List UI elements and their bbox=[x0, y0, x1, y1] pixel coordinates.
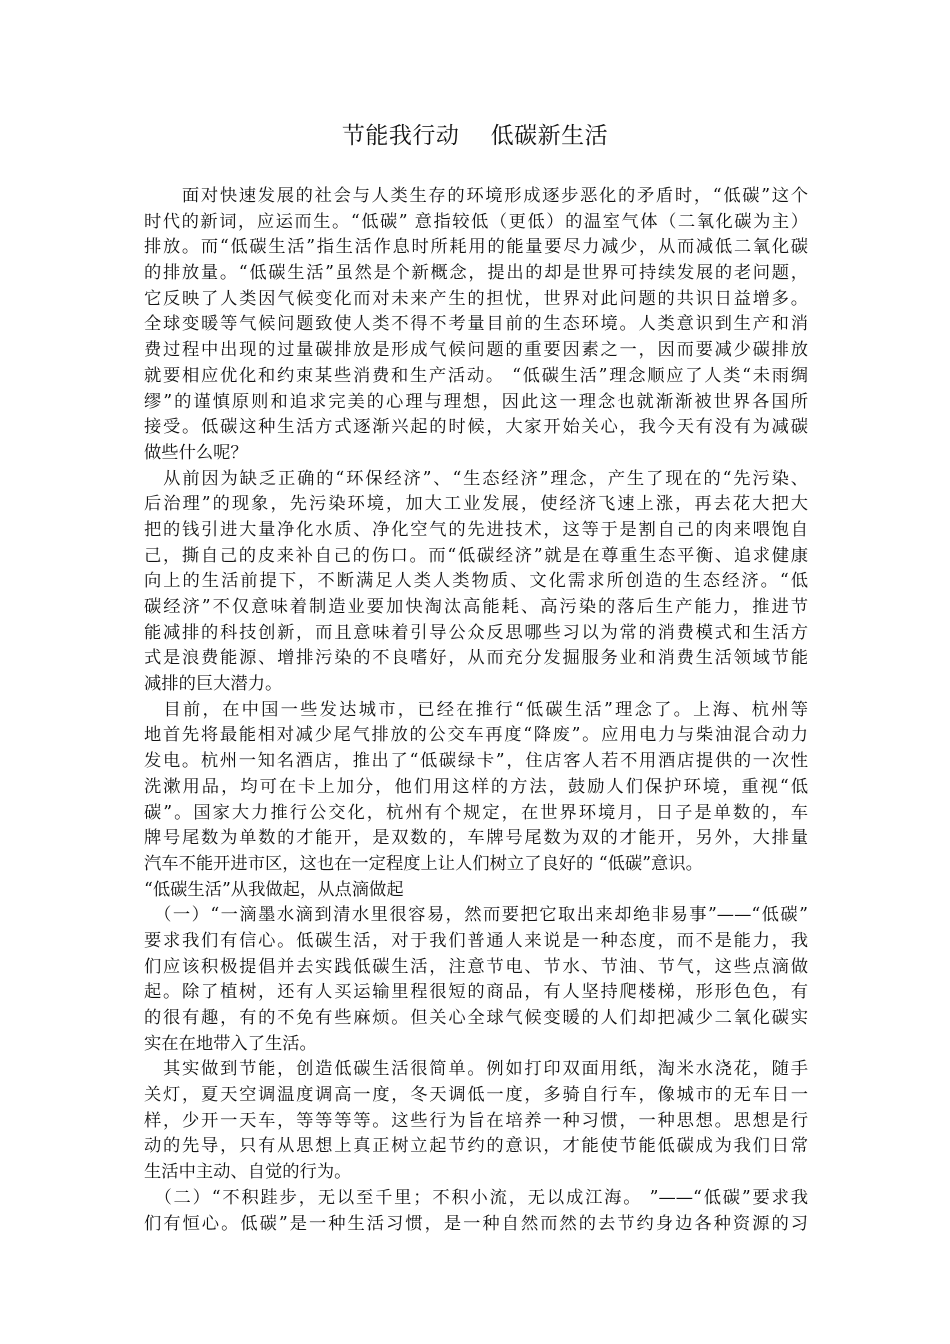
text-line: 碳经济”不仅意味着制造业要加快淘汰高能耗、高污染的落后生产能力，推进节 bbox=[144, 597, 808, 617]
text-line: 目前，在中国一些发达城市，已经在推行“低碳生活”理念了。上海、杭州等 bbox=[144, 699, 808, 720]
text-line: 后治理”的现象，先污染环境，加大工业发展，使经济飞速上涨，再去花大把大 bbox=[144, 494, 808, 515]
text-line: 它反映了人类因气候变化而对未来产生的担忧，世界对此问题的共识日益增多。 bbox=[144, 288, 808, 309]
text-line: 的很有趣，有的不免有些麻烦。但关心全球气候变暖的人们却把减少二氧化碳实 bbox=[144, 1008, 808, 1028]
text-line: （二）“不积跬步，无以至千里；不积小流，无以成江海。 ”——“低碳”要求我 bbox=[144, 1187, 808, 1208]
text-line: 式是浪费能源、增排污染的不良嗜好，从而充分发掘服务业和消费生活领域节能 bbox=[144, 648, 808, 669]
text-line: 地首先将最能相对减少尾气排放的公交车再度“降废”。应用电力与柴油混合动力 bbox=[144, 725, 808, 746]
text-line: 做些什么呢？ bbox=[144, 442, 248, 463]
text-line: 时代的新词，应运而生。“低碳” 意指较低（更低）的温室气体（二氧化碳为主） bbox=[144, 211, 808, 232]
text-line: 汽车不能开进市区，这也在一定程度上让人们树立了良好的 “低碳”意识。 bbox=[144, 853, 703, 874]
text-line: 要求我们有信心。低碳生活，对于我们普通人来说是一种态度，而不是能力，我 bbox=[144, 930, 808, 951]
text-line: 己，撕自己的皮来补自己的伤口。而“低碳经济”就是在尊重生态平衡、追求健康 bbox=[144, 545, 808, 566]
text-line: 们应该积极提倡并去实践低碳生活，注意节电、节水、节油、节气，这些点滴做 bbox=[144, 956, 808, 977]
text-line: 就要相应优化和约束某些消费和生产活动。 “低碳生活”理念顺应了人类“未雨绸 bbox=[144, 365, 808, 386]
text-line: 洗漱用品，均可在卡上加分，他们用这样的方法，鼓励人们保护环境，重视“低 bbox=[144, 776, 808, 797]
text-line: 起。除了植树，还有人买运输里程很短的商品，有人坚持爬楼梯，形形色色，有 bbox=[144, 982, 808, 1003]
text-line: 实在在地带入了生活。 bbox=[144, 1033, 317, 1054]
text-line: 能减排的科技创新，而且意味着引导公众反思哪些习以为常的消费模式和生活方 bbox=[144, 622, 808, 643]
text-line: 的排放量。“低碳生活”虽然是个新概念，提出的却是世界可持续发展的老问题， bbox=[144, 263, 808, 284]
text-line: 全球变暖等气候问题致使人类不得不考量目前的生态环境。人类意识到生产和消 bbox=[144, 314, 808, 335]
text-line: 费过程中出现的过量碳排放是形成气候问题的重要因素之一，因而要减少碳排放 bbox=[144, 340, 808, 361]
text-line: 动的先导，只有从思想上真正树立起节约的意识，才能使节能低碳成为我们日常 bbox=[144, 1136, 808, 1157]
text-line: 关灯，夏天空调温度调高一度，冬天调低一度，多骑自行车，像城市的无车日一 bbox=[144, 1085, 808, 1106]
text-line: 把的钱引进大量净化水质、净化空气的先进技术，这等于是割自己的肉来喂饱自 bbox=[144, 519, 808, 540]
text-line: 减排的巨大潜力。 bbox=[144, 674, 283, 695]
text-line: “低碳生活”从我做起，从点滴做起 bbox=[144, 879, 404, 900]
document-body bbox=[144, 184, 808, 1237]
text-line: 面对快速发展的社会与人类生存的环境形成逐步恶化的矛盾时，“低碳”这个 bbox=[144, 186, 808, 206]
text-line: 碳”。国家大力推行公交化，杭州有个规定，在世界环境月，日子是单数的，车 bbox=[144, 802, 808, 823]
text-line: 向上的生活前提下，不断满足人类人类物质、文化需求所创造的生态经济。“低 bbox=[144, 571, 808, 592]
text-line: （一）“一滴墨水滴到清水里很容易，然而要把它取出来却绝非易事”——“低碳” bbox=[144, 905, 808, 926]
text-line: 接受。低碳这种生活方式逐渐兴起的时候，大家开始关心，我今天有没有为减碳 bbox=[144, 417, 808, 438]
text-line: 们有恒心。低碳”是一种生活习惯，是一种自然而然的去节约身边各种资源的习 bbox=[144, 1213, 808, 1234]
text-line: 缪”的谨慎原则和追求完美的心理与理想，因此这一理念也就渐渐被世界各国所 bbox=[144, 391, 808, 412]
text-line: 排放。而“低碳生活”指生活作息时所耗用的能量要尽力减少，从而减低二氧化碳 bbox=[144, 237, 808, 258]
text-line: 从前因为缺乏正确的“环保经济”、“生态经济”理念，产生了现在的“先污染、 bbox=[144, 468, 808, 489]
text-line: 牌号尾数为单数的才能开，是双数的，车牌号尾数为双的才能开，另外，大排量 bbox=[144, 828, 808, 849]
text-line: 其实做到节能，创造低碳生活很简单。例如打印双面用纸，淘米水浇花，随手 bbox=[144, 1059, 808, 1080]
document-title: 节能我行动 低碳新生活 bbox=[341, 123, 609, 149]
text-line: 发电。杭州一知名酒店，推出了“低碳绿卡”，住店客人若不用酒店提供的一次性 bbox=[144, 751, 808, 772]
text-line: 样，少开一天车，等等等等。这些行为旨在培养一种习惯，一种思想。思想是行 bbox=[144, 1110, 808, 1131]
text-line: 生活中主动、自觉的行为。 bbox=[144, 1162, 352, 1183]
